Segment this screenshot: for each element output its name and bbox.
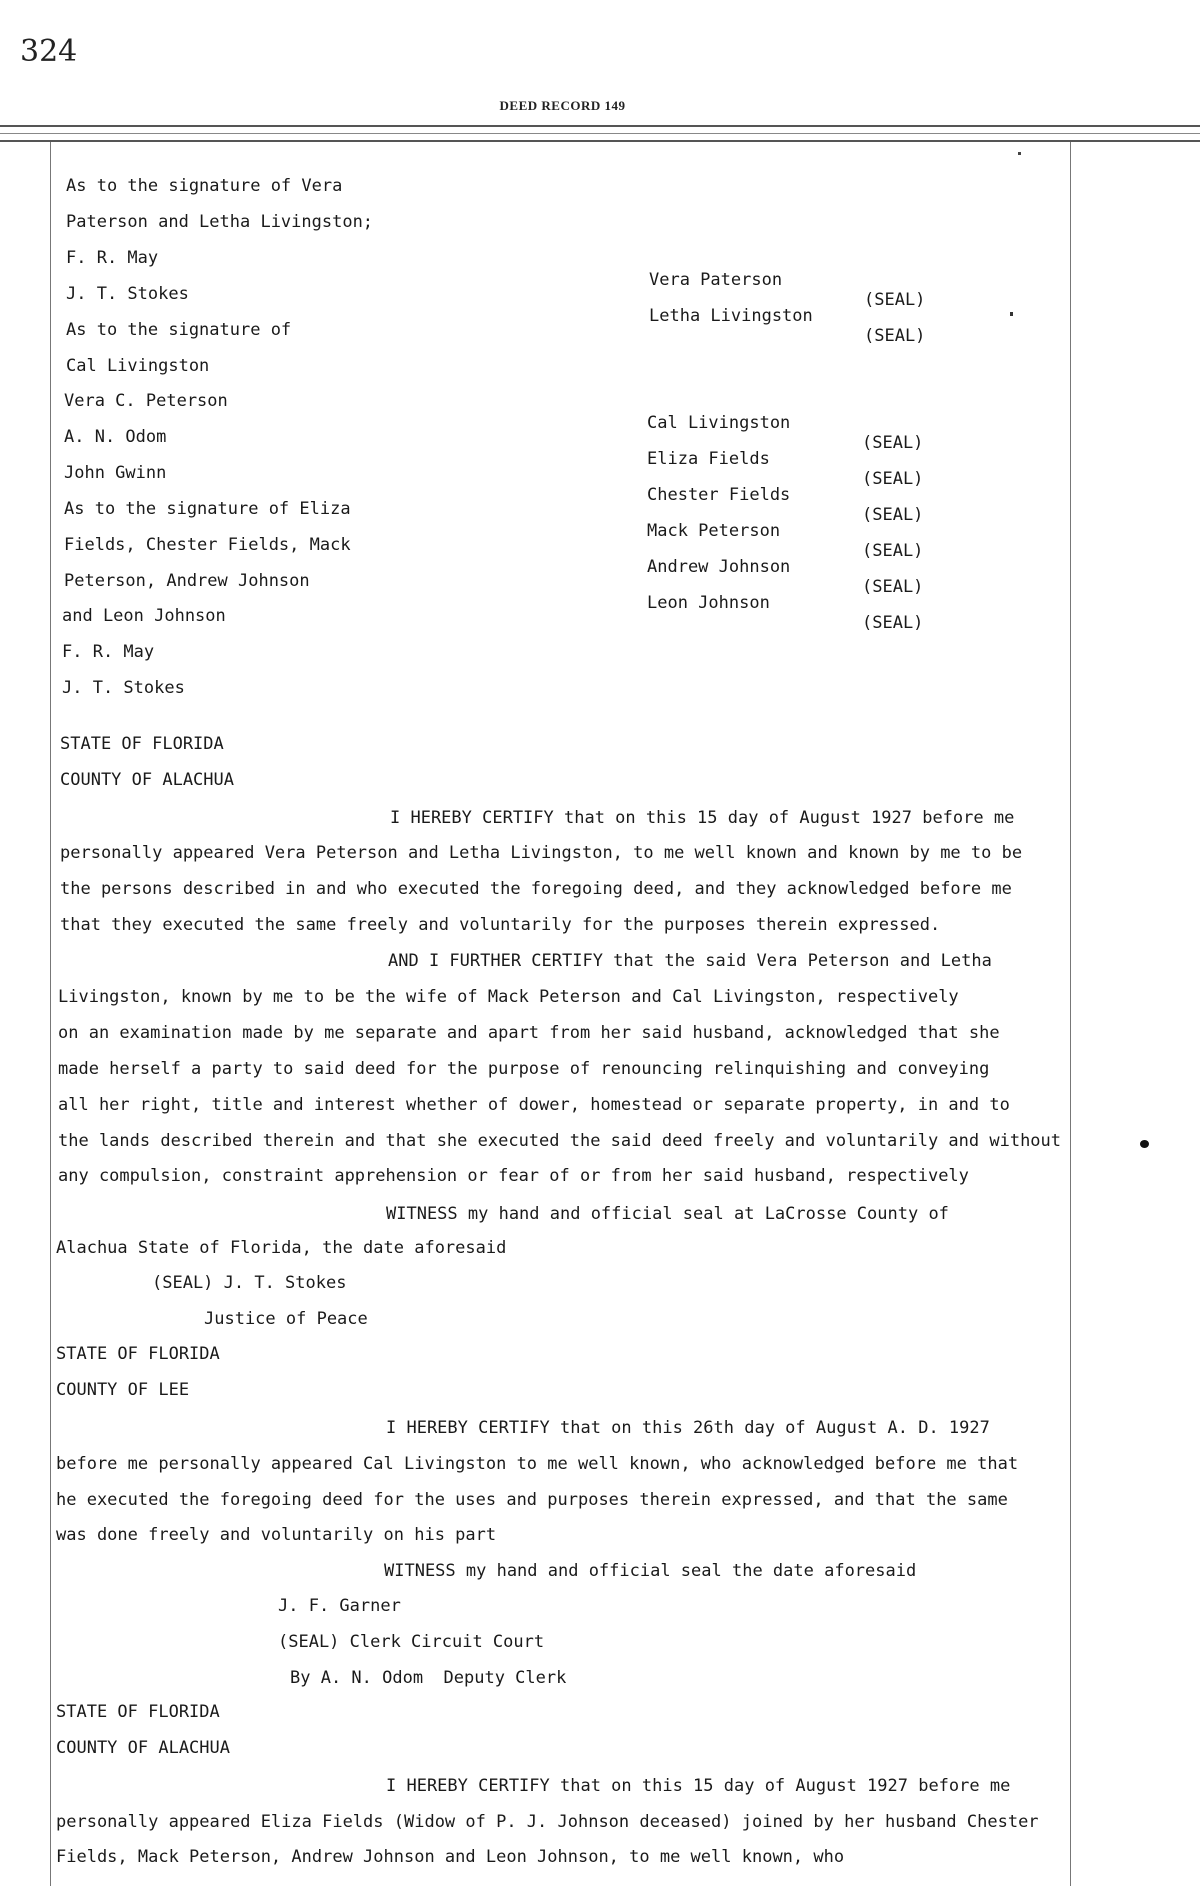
state-heading: STATE OF FLORIDA [60,734,224,754]
body-line: Fields, Mack Peterson, Andrew Johnson and Leon Johnson, to me well known, who [56,1847,845,1867]
ink-speck [1018,152,1021,155]
body-line: on an examination made by me separate and apart from her said husband, acknowledged that she [58,1023,1000,1043]
witness-line: As to the signature of Vera [66,176,343,196]
witness-line: F. R. May [66,248,159,268]
seal-mark: (SEAL) [862,541,924,561]
ink-speck [1010,312,1013,316]
witness-line: As to the signature of [66,320,292,340]
witness-line: Peterson, Andrew Johnson [64,571,310,591]
signatory-name: Eliza Fields [647,449,770,469]
body-line: WITNESS my hand and official seal the date aforesaid [384,1561,917,1581]
witness-line: Cal Livingston [66,356,210,376]
witness-line: Fields, Chester Fields, Mack [64,535,351,555]
body-line: that they executed the same freely and voluntarily for the purposes therein expressed. [60,915,941,935]
state-heading: STATE OF FLORIDA [56,1702,220,1722]
witness-line: J. T. Stokes [62,678,185,698]
county-heading: COUNTY OF LEE [56,1380,190,1400]
state-heading: STATE OF FLORIDA [56,1344,220,1364]
official-signature: J. F. Garner [278,1596,401,1616]
signatory-name: Andrew Johnson [647,557,791,577]
page-number: 324 [20,34,78,69]
body-line: made herself a party to said deed for the purpose of renouncing relinquishing and conveying [58,1059,990,1079]
body-line: AND I FURTHER CERTIFY that the said Vera Peterson and Letha [388,951,992,971]
right-margin-line [1070,142,1071,1886]
record-title: DEED RECORD 149 [499,98,626,113]
signatory-name: Cal Livingston [647,413,791,433]
seal-mark: (SEAL) [862,613,924,633]
signatory-name: Mack Peterson [647,521,781,541]
body-line: I HEREBY CERTIFY that on this 15 day of August 1927 before me [386,1776,1011,1796]
witness-line: Paterson and Letha Livingston; [66,212,374,232]
body-line: I HEREBY CERTIFY that on this 26th day of August A. D. 1927 [386,1418,990,1438]
signatory-row [649,286,926,366]
seal-mark: (SEAL) [862,577,924,597]
official-title: (SEAL) Clerk Circuit Court [278,1632,545,1652]
signatory-row [647,573,924,653]
signatory-name: Letha Livingston [649,306,813,326]
seal-mark: (SEAL) [864,290,926,310]
header-rule-bottom [0,140,1200,142]
body-line: I HEREBY CERTIFY that on this 15 day of August 1927 before me [390,808,1015,828]
ink-blot [1140,1140,1149,1148]
body-line: any compulsion, constraint apprehension or fear of or from her said husband, respectively [58,1166,969,1186]
seal-mark: (SEAL) [864,326,926,346]
header-rule-top [0,125,1200,127]
witness-line: A. N. Odom [64,427,167,447]
official-signature: (SEAL) J. T. Stokes [152,1273,347,1293]
body-line: before me personally appeared Cal Livingston to me well known, who acknowledged before me that [56,1454,1019,1474]
witness-line: As to the signature of Eliza [64,499,351,519]
witness-line: John Gwinn [64,463,167,483]
witness-line: and Leon Johnson [62,606,226,626]
county-heading: COUNTY OF ALACHUA [56,1738,230,1758]
body-line: Alachua State of Florida, the date aforesaid [56,1238,507,1258]
seal-mark: (SEAL) [862,433,924,453]
seal-mark: (SEAL) [862,505,924,525]
official-title: Justice of Peace [204,1309,368,1329]
body-line: WITNESS my hand and official seal at LaCrosse County of [386,1204,949,1224]
body-line: personally appeared Vera Peterson and Letha Livingston, to me well known and known by me to be [60,843,1023,863]
witness-line: J. T. Stokes [66,284,189,304]
witness-line: Vera C. Peterson [64,391,228,411]
seal-mark: (SEAL) [862,469,924,489]
body-line: the lands described therein and that she executed the said deed freely and voluntarily and without [58,1131,1062,1151]
official-title: By A. N. Odom Deputy Clerk [290,1668,567,1688]
signatory-name: Vera Paterson [649,270,783,290]
body-line: was done freely and voluntarily on his part [56,1525,497,1545]
body-line: he executed the foregoing deed for the uses and purposes therein expressed, and that the same [56,1490,1008,1510]
body-line: the persons described in and who executed the foregoing deed, and they acknowledged before me [60,879,1012,899]
body-line: personally appeared Eliza Fields (Widow of P. J. Johnson deceased) joined by her husband Chester [56,1812,1039,1832]
signatory-name: Leon Johnson [647,593,770,613]
signatory-name: Chester Fields [647,485,791,505]
county-heading: COUNTY OF ALACHUA [60,770,234,790]
body-line: Livingston, known by me to be the wife of Mack Peterson and Cal Livingston, respectively [58,987,959,1007]
header-rule-mid [0,133,1200,134]
body-line: all her right, title and interest whether of dower, homestead or separate property, in and to [58,1095,1010,1115]
left-margin-line [50,142,51,1886]
witness-line: F. R. May [62,642,155,662]
